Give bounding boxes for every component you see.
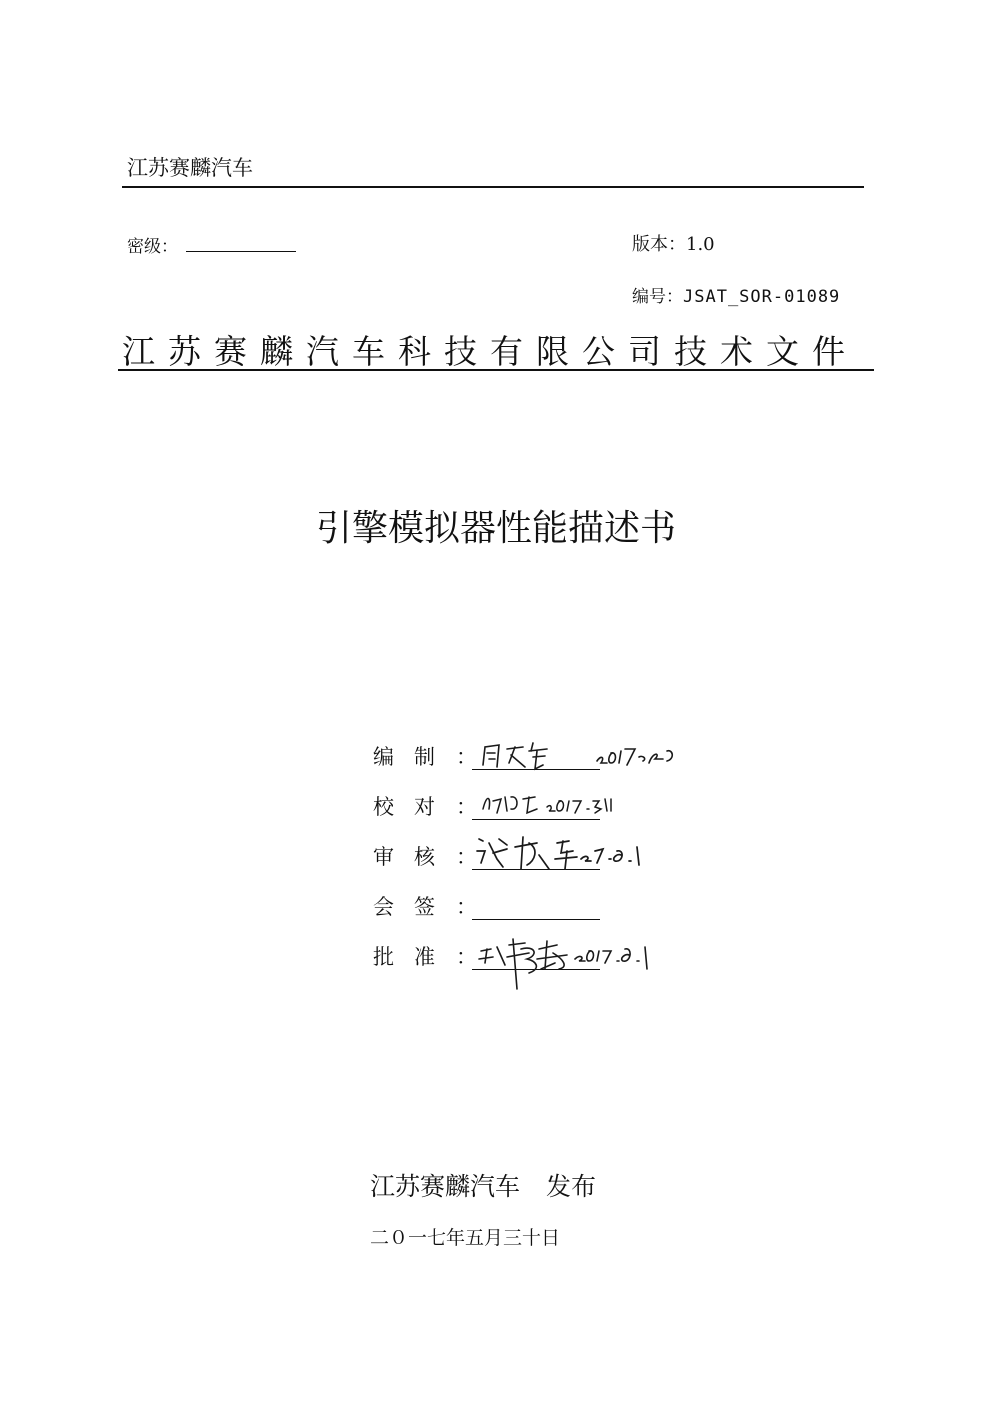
secret-level-label: 密级：: [127, 237, 178, 257]
company-banner-divider: [118, 369, 874, 371]
document-number-field: [632, 282, 840, 307]
document-number-value: JSAT_SOR-01089: [683, 287, 841, 307]
version-field: [632, 230, 715, 256]
handwritten-signature: [477, 929, 697, 993]
version-label: 版本：: [632, 234, 686, 255]
company-banner: 江苏赛麟汽车科技有限公司技术文件: [122, 332, 858, 371]
signoff-label: 会签: [373, 895, 455, 919]
publish-date: 二０一七年五月三十日: [370, 1227, 561, 1249]
signoff-label: 审核: [373, 845, 455, 869]
version-value: 1.0: [686, 234, 715, 255]
signoff-colon: ：: [456, 795, 477, 819]
secret-level-blank: [186, 251, 296, 252]
signoff-label: 编制: [373, 745, 455, 769]
signoff-label: 校对: [373, 795, 455, 819]
signoff-colon: ：: [456, 845, 477, 869]
handwritten-signature: [477, 729, 707, 773]
handwritten-signature: [477, 829, 687, 879]
signoff-colon: ：: [456, 895, 477, 919]
handwritten-signature: [477, 779, 677, 823]
document-number-label: 编号：: [632, 287, 683, 307]
publisher-name: 江苏赛麟汽车: [370, 1172, 521, 1201]
header-divider: [122, 186, 864, 188]
signoff-colon: ：: [456, 945, 477, 969]
publisher-line: [370, 1167, 596, 1203]
signoff-colon: ：: [456, 745, 477, 769]
page-title: 引擎模拟器性能描述书: [315, 508, 676, 549]
publish-word: 发布: [546, 1172, 597, 1201]
brand-name: 江苏赛麟汽车: [127, 156, 253, 180]
signoff-label: 批准: [373, 945, 455, 969]
signature-line: [472, 919, 600, 920]
